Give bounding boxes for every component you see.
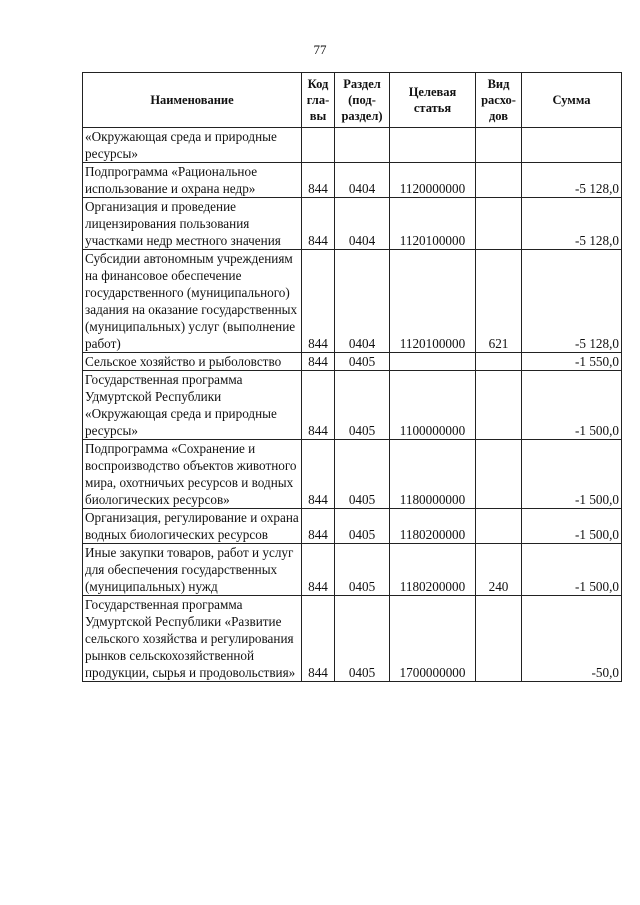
row-sum: -1 500,0 <box>522 440 622 509</box>
row-target: 1180200000 <box>390 544 476 596</box>
row-kind <box>476 509 522 544</box>
row-code: 844 <box>302 198 335 250</box>
row-name: Иные закупки товаров, работ и услуг для обеспечения государственных (муниципальных) нужд <box>83 544 302 596</box>
row-sum: -1 500,0 <box>522 544 622 596</box>
row-sum: -1 500,0 <box>522 371 622 440</box>
table-row <box>83 250 622 353</box>
row-target: 1700000000 <box>390 596 476 682</box>
row-target <box>390 128 476 163</box>
table-row <box>83 509 622 544</box>
row-section: 0404 <box>335 250 390 353</box>
table-row <box>83 163 622 198</box>
row-name: Подпрограмма «Сохранение и воспроизводство объектов животного мира, охотничьих ресурсов и водных биологических ресурсов» <box>83 440 302 509</box>
row-kind <box>476 371 522 440</box>
row-code: 844 <box>302 544 335 596</box>
row-code: 844 <box>302 596 335 682</box>
row-kind <box>476 198 522 250</box>
row-sum: -5 128,0 <box>522 198 622 250</box>
row-kind <box>476 163 522 198</box>
row-section: 0405 <box>335 440 390 509</box>
header-kind: Вид расхо- дов <box>476 73 522 128</box>
row-section: 0405 <box>335 544 390 596</box>
row-section: 0405 <box>335 596 390 682</box>
row-section: 0405 <box>335 509 390 544</box>
row-sum: -5 128,0 <box>522 163 622 198</box>
table-row <box>83 198 622 250</box>
row-code: 844 <box>302 353 335 371</box>
table-row <box>83 353 622 371</box>
row-code: 844 <box>302 440 335 509</box>
row-kind: 240 <box>476 544 522 596</box>
row-sum: -1 550,0 <box>522 353 622 371</box>
row-code: 844 <box>302 163 335 198</box>
row-code <box>302 128 335 163</box>
row-kind <box>476 596 522 682</box>
table-row <box>83 128 622 163</box>
table-row <box>83 371 622 440</box>
table-header-row <box>83 73 622 128</box>
row-name: Государственная программа Удмуртской Республики «Окружающая среда и природные ресурсы» <box>83 371 302 440</box>
row-target: 1120000000 <box>390 163 476 198</box>
row-name: Организация, регулирование и охрана водных биологических ресурсов <box>83 509 302 544</box>
row-code: 844 <box>302 371 335 440</box>
row-kind <box>476 353 522 371</box>
row-code: 844 <box>302 509 335 544</box>
row-section: 0405 <box>335 353 390 371</box>
row-name: Организация и проведение лицензирования пользования участками недр местного значения <box>83 198 302 250</box>
table-row <box>83 596 622 682</box>
row-name: «Окружающая среда и природные ресурсы» <box>83 128 302 163</box>
row-target: 1120100000 <box>390 250 476 353</box>
header-code: Код гла- вы <box>302 73 335 128</box>
row-sum: -5 128,0 <box>522 250 622 353</box>
row-kind <box>476 440 522 509</box>
header-target: Целевая статья <box>390 73 476 128</box>
row-name: Субсидии автономным учреждениям на финансовое обеспечение государственного (муниципального) задания на оказание государственных (муниципальных) услуг (выполнение работ) <box>83 250 302 353</box>
row-kind <box>476 128 522 163</box>
row-target: 1100000000 <box>390 371 476 440</box>
header-sum: Сумма <box>522 73 622 128</box>
row-section: 0404 <box>335 198 390 250</box>
row-target: 1180000000 <box>390 440 476 509</box>
row-name: Подпрограмма «Рациональное использование и охрана недр» <box>83 163 302 198</box>
row-name: Сельское хозяйство и рыболовство <box>83 353 302 371</box>
row-target: 1120100000 <box>390 198 476 250</box>
budget-table <box>82 72 622 682</box>
row-kind: 621 <box>476 250 522 353</box>
row-section <box>335 128 390 163</box>
page-number: 77 <box>313 42 327 57</box>
table-row <box>83 440 622 509</box>
row-code: 844 <box>302 250 335 353</box>
table-row <box>83 544 622 596</box>
row-sum <box>522 128 622 163</box>
header-name: Наименование <box>83 73 302 128</box>
row-target: 1180200000 <box>390 509 476 544</box>
row-section: 0405 <box>335 371 390 440</box>
row-section: 0404 <box>335 163 390 198</box>
row-sum: -50,0 <box>522 596 622 682</box>
row-name: Государственная программа Удмуртской Республики «Развитие сельского хозяйства и регулирования рынков сельскохозяйственной продукции, сырья и продовольствия» <box>83 596 302 682</box>
row-sum: -1 500,0 <box>522 509 622 544</box>
row-target <box>390 353 476 371</box>
header-section: Раздел (под- раздел) <box>335 73 390 128</box>
